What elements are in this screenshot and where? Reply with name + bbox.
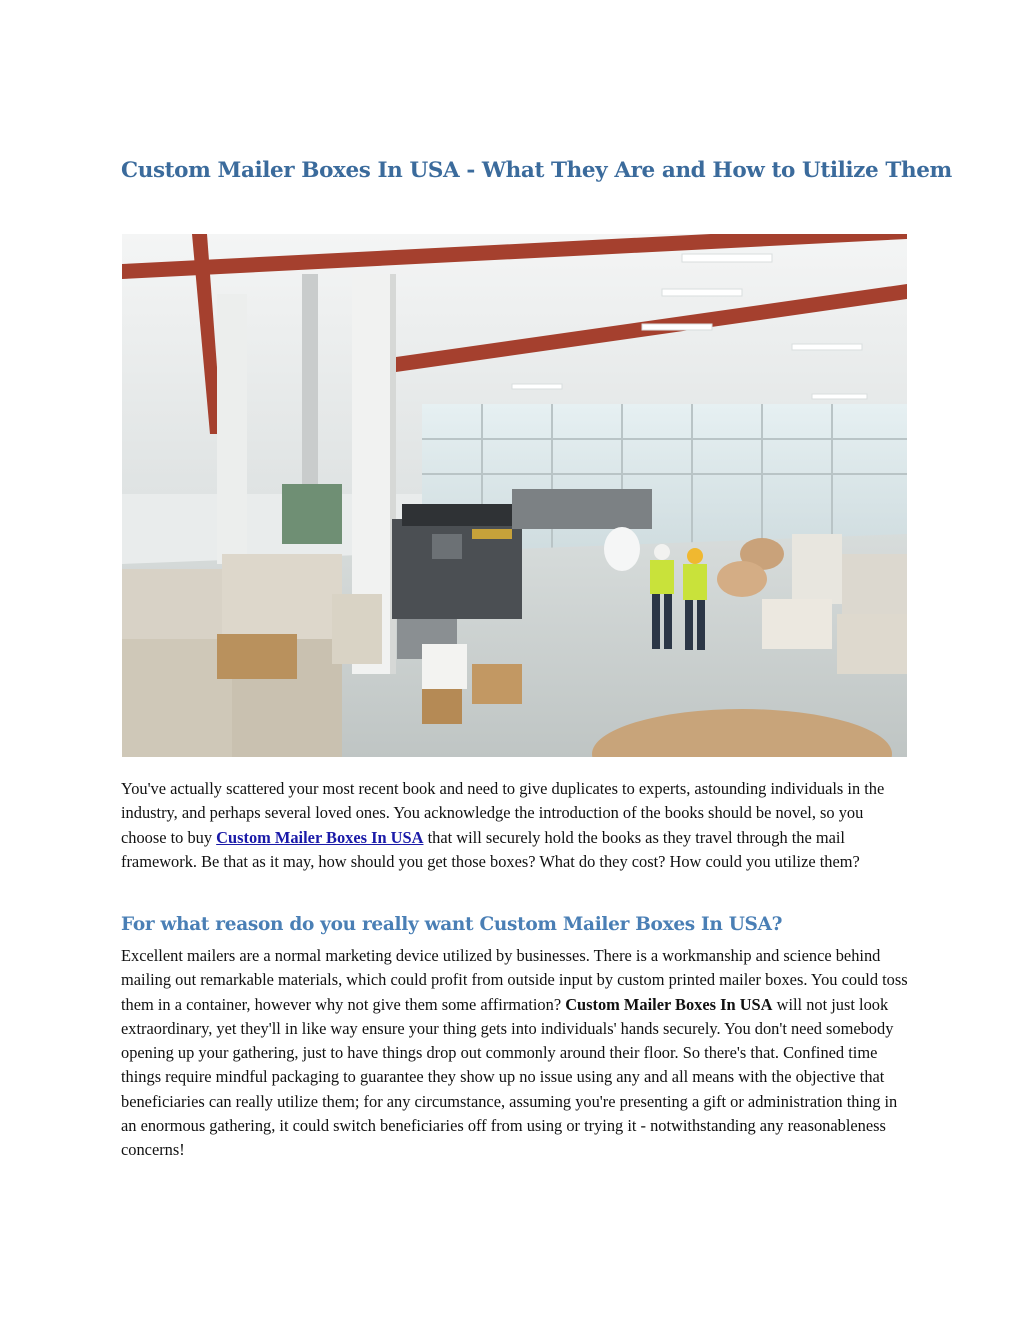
section-paragraph: Excellent mailers are a normal marketing device utilized by businesses. There is a workmanship and science behind mailing out remarkable materials, which could profit from outside input by custom printed mailer boxes. You could toss them in a container, however why not give them some affirmation? Custom Mailer Boxes In USA will not just look extraordinary, yet they'll in like way ensure your thing gets into individuals' hands securely. You don't need somebody opening up your gathering, just to have things drop out commonly around their floor. So there's that. Confined time things require mindful packaging to guarantee they show up no issue using any and all means with the objective that beneficiaries can really utilize them; for any circumstance, assuming you're presenting a gift or administration thing in an enormous gathering, it could switch beneficiaries off from using or trying it - notwithstanding any reasonableness concerns!	[121, 946, 908, 1160]
intro-paragraph: You've actually scattered your most recent book and need to give duplicates to experts, astounding individuals in the industry, and perhaps several loved ones. You acknowledge the introduction of the books should be novel, so you choose to buy Custom Mailer Boxes In USA that will securely hold the books as they travel through the mail framework. Be that as it may, how should you get those boxes? What do they cost? How could you utilize them?	[121, 779, 885, 871]
custom-mailer-boxes-link[interactable]: Custom Mailer Boxes In USA	[216, 827, 424, 847]
page-title: Custom Mailer Boxes In USA - What They Are and How to Utilize Them	[121, 158, 952, 183]
bold-keyword: Custom Mailer Boxes In USA	[565, 994, 773, 1014]
section-heading: For what reason do you really want Custom Mailer Boxes In USA?	[121, 914, 783, 935]
pillar	[217, 294, 247, 564]
factory-photo	[122, 234, 907, 757]
